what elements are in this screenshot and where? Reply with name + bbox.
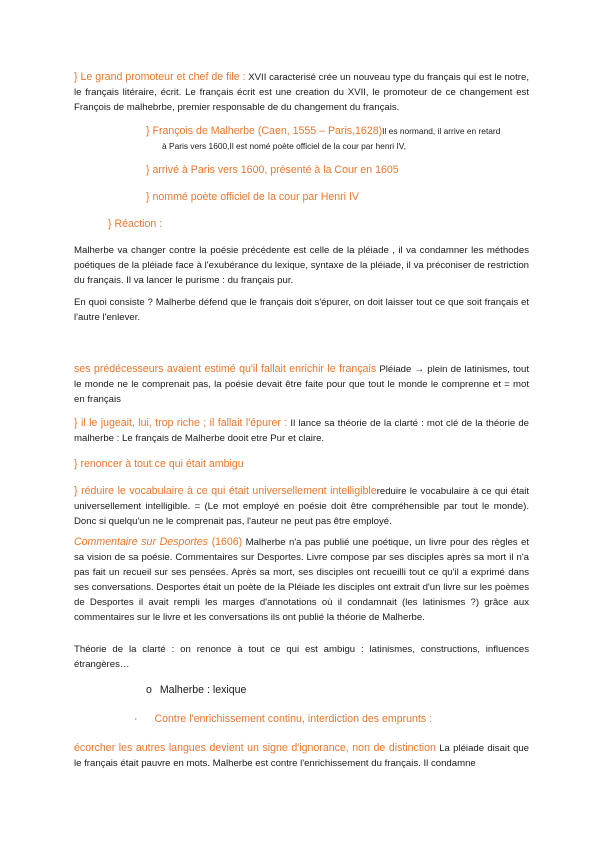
paragraph-ecorcher: [74, 741, 529, 771]
heading-promoteur: } Le grand promoteur et chef de file :: [74, 71, 246, 83]
paragraph-en-quoi: En quoi consiste ? Malherbe défend que le français doit s'épurer, on doit laisser tout ce que soit français et l'autre l'enlever.: [74, 297, 529, 323]
heading-commentaire-title: Commentaire sur Desportes: [74, 536, 208, 548]
item-poete-officiel: } nommé poète officiel de la cour par Henri IV: [146, 191, 359, 203]
item-enrichissement: [134, 713, 432, 725]
text-ecorcher: La pléiade disait que le français était pauvre en mots. Malherbe est contre l'enrichissement du français. Il condamne: [74, 743, 529, 769]
paragraph-epurer: [74, 416, 529, 446]
paragraph-commentaire: [74, 535, 529, 625]
text-commentaire: Malherbe n'a pas publié une poétique, un livre pour des règles et sa vision de sa poésie. Commentaires sur Desportes. Livre compose par ses disciples après sa mort il n'a pas fait un recueil sur ses pensées. Après sa mort, ses disciples ont recueilli tout ce qu'il a exprimé dans ses conversations. Desportes était un poète de la Pléiade les disciples ont extrait d'un livre sur les poèmes de Desportes il avait rempli les marges d'annotations où il condamnait (les latinismes ?) grâce aux commentaires sur le livre et les conversations ils ont publié la théorie de Malherbe.: [74, 537, 529, 623]
paragraph-promoteur: [74, 70, 529, 115]
paragraph-theorie-clarte: Théorie de la clarté : on renonce à tout ce qui est ambigu : latinismes, constructions, influences étrangères…: [74, 644, 529, 670]
text-promoteur: XVII caracterisé crée un nouveau type du français qui est le notre, le français litéraire, écrit. Le français écrit est une creation du XVII, le promoteur de ce changement est François de malhebrbe, premier responsable de du changement du français.: [74, 72, 529, 113]
paragraph-malherbe-intro: [146, 124, 529, 139]
heading-reduire: } réduire le vocabulaire à ce qui était universellement intelligible: [74, 485, 377, 497]
paragraph-condamnation: Malherbe va changer contre la poésie précédente est celle de la pléiade , il va condamner les méthodes poétiques de la pléiade face à l'exubérance du lexique, syntaxe de la pléiade, il va préconiser de restriction du français. Il va lancer le purisme : du français pur.: [74, 245, 529, 286]
item-lexique: [146, 684, 246, 696]
text-predecesseurs: Pléiade → plein de latinismes, tout le monde ne le comprenait pas, la poésie devait être faite pour que tout le monde le comprenne et = mot en français: [74, 364, 529, 405]
item-renoncer: } renoncer à tout ce qui était ambigu: [74, 458, 244, 470]
bullet-circle: o: [146, 684, 152, 696]
text-malherbe-1: Il es normand, il arrive en retard: [382, 126, 501, 136]
text-lexique: Malherbe : lexique: [159, 684, 247, 696]
heading-reaction: } Réaction :: [108, 218, 163, 230]
text-enrichissement: Contre l'enrichissement continu, interdiction des emprunts :: [154, 713, 433, 725]
heading-malherbe: } François de Malherbe (Caen, 1555 – Paris,1628): [146, 125, 383, 137]
text-reduire: reduire le vocabulaire à ce qui était universellement intelligible. = (Le mot employé en poésie doit être compréhensible par tout le monde). Donc si quelqu'un ne le comprenait pas, l'auteur ne peut pas être employé.: [74, 486, 530, 527]
heading-ecorcher: écorcher les autres langues devient un signe d'ignorance, non de distinction: [74, 742, 436, 754]
item-arrive-paris: } arrivé à Paris vers 1600, présenté à la Cour en 1605: [146, 164, 399, 176]
heading-commentaire-wrap: [74, 536, 242, 548]
bullet-dot: ·: [134, 713, 138, 725]
heading-epurer: } il le jugeait, lui, trop riche ; il fallait l'épurer :: [74, 417, 288, 429]
text-malherbe-2: à Paris vers 1600,Il est nomé poète officiel de la cour par henri IV,: [162, 141, 406, 151]
text-epurer: Il lance sa théorie de la clarté : mot clé de la théorie de malherbe : Le français de Malherbe dooit etre Pur et claire.: [74, 418, 529, 444]
paragraph-reduire: [74, 484, 529, 529]
heading-commentaire-year: (1606): [207, 536, 243, 548]
paragraph-predecesseurs: [74, 362, 529, 407]
heading-predecesseurs: ses prédécesseurs avaient estimé qu'il fallait enrichir le français: [74, 363, 377, 375]
